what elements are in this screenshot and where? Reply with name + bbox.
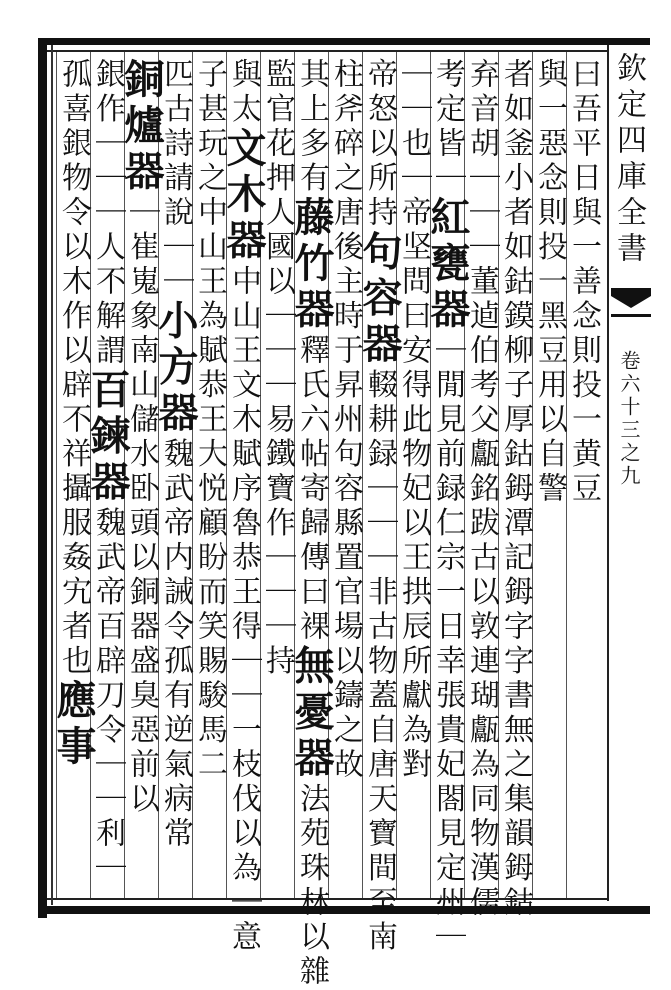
- column-text: ｜｜也: [396, 58, 431, 162]
- text-column: [466, 58, 500, 921]
- text-column: [50, 58, 97, 771]
- column-text: 與太: [226, 58, 261, 127]
- text-column: [500, 58, 534, 921]
- column-text: 者如釜小者如鈷鏌柳子厚鈷鉧潭記鉧字字書無之集韻鉧鈷: [498, 58, 533, 921]
- entry-heading: 銅爐器: [118, 58, 165, 196]
- column-text: 甚玩之中山王為賦恭王大悦顧盼而笑賜駿馬二: [192, 92, 227, 783]
- text-column: [356, 58, 403, 955]
- text-column: [534, 58, 568, 507]
- column-text: 法苑珠林以雜: [294, 782, 329, 990]
- text-column: [220, 58, 267, 955]
- margin-volume-label: 卷六十三之九: [617, 350, 641, 488]
- column-text: 中山王文木賦序魯恭王得｜｜一枝伐以為｜意: [226, 265, 261, 955]
- text-column: [152, 58, 199, 852]
- column-text: ｜崔嵬象南山: [124, 196, 159, 403]
- column-text: 子: [192, 58, 227, 93]
- inner-left-rule: [51, 45, 53, 905]
- column-text: 匹: [158, 58, 193, 93]
- margin-book-title: 欽定四庫全書: [611, 52, 646, 268]
- frame-top-border: [38, 38, 650, 45]
- column-text: 唐後主時于昇州句容縣置官場以鑄之故: [328, 196, 363, 783]
- text-column: [194, 58, 228, 783]
- column-text: 曰吾平日與一善念則投一黄豆: [566, 58, 601, 507]
- column-text: 柱斧碎之: [328, 58, 363, 196]
- column-text: 儲水卧頭以銅器盛臭惡前以: [124, 403, 159, 817]
- text-column: [568, 58, 602, 507]
- text-column: [84, 58, 131, 886]
- column-text: 監官花押: [260, 58, 295, 196]
- entry-heading: 藤竹器: [288, 196, 335, 334]
- fishtail-mark-icon: [611, 288, 651, 322]
- column-text: 孤喜銀物令以木作: [56, 58, 91, 334]
- column-text: 釋氏六帖寄歸傳曰裸: [294, 334, 329, 645]
- entry-heading: 紅甕器: [424, 196, 471, 334]
- entry-heading: 無憂器: [288, 644, 335, 783]
- text-column: [262, 58, 296, 679]
- frame-bottom-border: [38, 906, 650, 914]
- text-column: [118, 58, 165, 817]
- column-text: 魏武帝内誡令孤有逆氣病常: [158, 437, 193, 852]
- text-column: [288, 58, 335, 990]
- entry-heading: 應事: [50, 679, 97, 771]
- text-column: [330, 58, 364, 783]
- column-text: 考定皆｜: [430, 58, 465, 196]
- column-text: 銀作｜｜｜人不解謂: [90, 58, 125, 369]
- text-column: [424, 58, 471, 955]
- column-text: ｜帝坚問曰安得此物妃以王拱辰所獻為對: [396, 161, 431, 783]
- column-text: 人國以｜｜｜易鐵: [260, 196, 295, 472]
- entry-heading: 小方器: [152, 299, 199, 438]
- column-text: 寶作｜｜｜持: [260, 472, 295, 679]
- text-column: [398, 58, 432, 783]
- column-text: 與一惡念則投一黑豆用以自警: [532, 58, 567, 507]
- column-text: 其上多有: [294, 58, 329, 196]
- column-text: 以辟不祥攝服姦宄者也: [56, 334, 91, 679]
- column-text: 魏武帝百辟刀令｜｜利｜: [90, 506, 125, 886]
- entry-heading: 百鍊器: [84, 368, 131, 507]
- column-text: 帝怒以所持: [362, 58, 397, 231]
- column-text: 輟耕録｜｜｜非古物蓋自唐天寶間至南: [362, 368, 397, 955]
- entry-heading: 句容器: [356, 230, 403, 369]
- column-text: 古詩請說｜｜: [158, 92, 193, 300]
- frame-left-border: [38, 38, 47, 918]
- inner-top-rule: [47, 50, 607, 52]
- column-text: ｜閒見前録仁宗一日幸張貴妃閤見定州｜: [430, 334, 465, 955]
- entry-heading: 文木器: [220, 127, 267, 265]
- column-text: 弃音胡｜｜｜董逌伯考父甗銘跋古以敦連瑚甗為同物漢儒: [464, 58, 499, 921]
